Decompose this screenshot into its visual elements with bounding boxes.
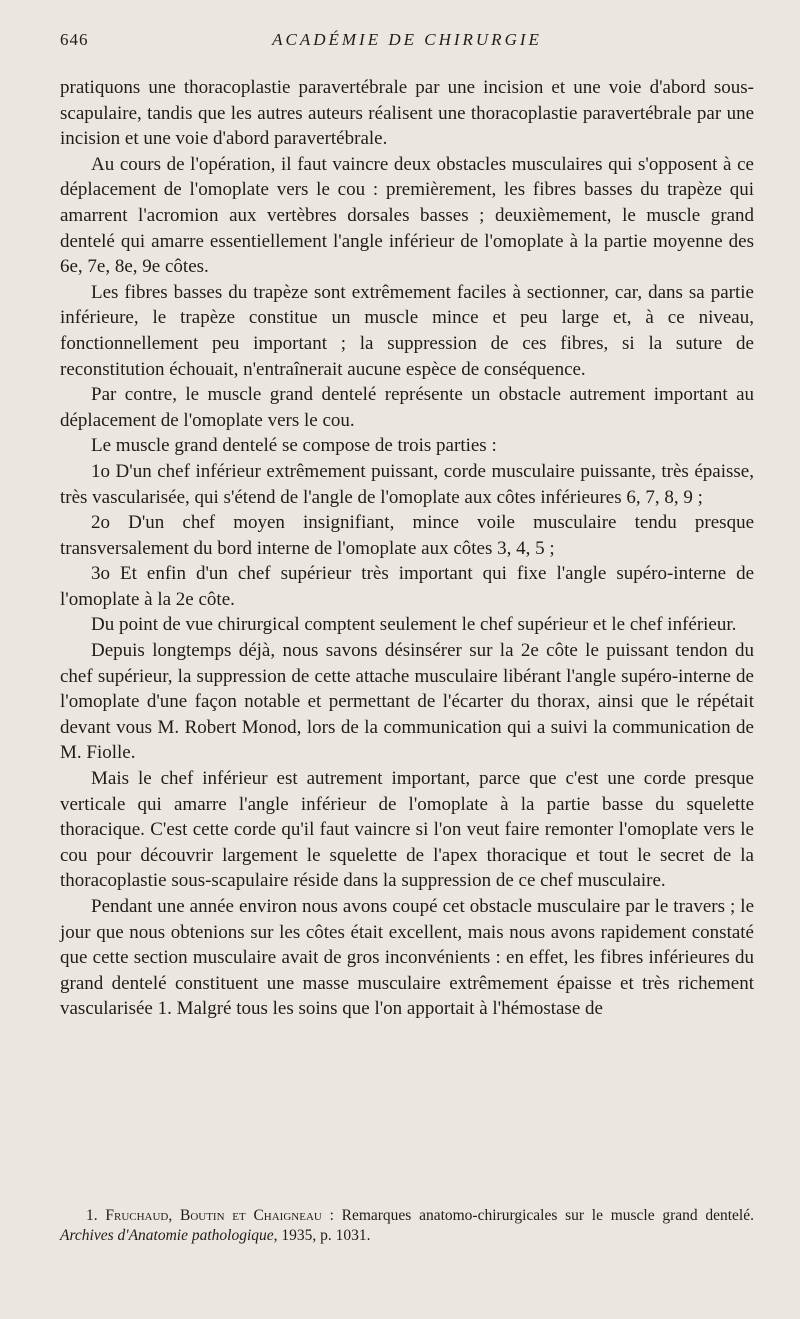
footnote-journal: Archives d'Anatomie pathologique bbox=[60, 1227, 274, 1244]
paragraph: Les fibres basses du trapèze sont extrêmement faciles à sectionner, car, dans sa partie inférieure, le trapèze constitue un muscle mince et peu large et, à ce niveau, fonctionnellement peu important ; la suppression de ces fibres, si la suture de reconstitution échouait, n'entraînerait aucune espèce de conséquence. bbox=[60, 281, 754, 380]
paragraph: pratiquons une thoracoplastie paravertébrale par une incision et une voie d'abord sous-scapulaire, tandis que les autres auteurs réalisent une thoracoplastie paravertébrale par une incision et une voie d'abord paravertébrale. bbox=[60, 77, 754, 150]
paragraph: Du point de vue chirurgical comptent seulement le chef supérieur et le chef inférieur. bbox=[91, 614, 737, 636]
paragraph: Depuis longtemps déjà, nous savons désinsérer sur la 2e côte le puissant tendon du chef supérieur, la suppression de cette attache musculaire libérant l'angle supéro-interne de l'omoplate d'une façon notable et permettant de l'écarter du thorax, ainsi que le répétait devant vous M. Robert Monod, lors de la communication qui a suivi la communication de M. Fiolle. bbox=[60, 640, 754, 764]
paragraph: Par contre, le muscle grand dentelé représente un obstacle autrement important au déplacement de l'omoplate vers le cou. bbox=[60, 384, 754, 431]
running-title: ACADÉMIE DE CHIRURGIE bbox=[272, 30, 542, 49]
paragraph: Pendant une année environ nous avons coupé cet obstacle musculaire par le travers ; le jour que nous obtenions sur les côtes était excellent, mais nous avons rapidement constaté que cette section musculaire avait de gros inconvénients : en effet, les fibres inférieures du grand dentelé constituent une masse musculaire extrêmement épaisse et très richement vascularisée 1. Malgré tous les soins que l'on apportait à l'hémostase de bbox=[60, 896, 754, 1020]
footnote-citation: , 1935, p. 1031. bbox=[273, 1227, 371, 1244]
footnote-authors: Fruchaud, Boutin et Chaigneau bbox=[105, 1207, 322, 1224]
paragraph: Mais le chef inférieur est autrement important, parce que c'est une corde presque verticale qui amarre l'angle inférieur de l'omoplate à la partie basse du squelette thoracique. C'est cette corde qu'il faut vaincre si l'on veut faire remonter l'omoplate vers le cou pour découvrir largement le squelette de l'apex thoracique et tout le secret de la thoracoplastie sous-scapulaire réside dans la suppression de ce chef musculaire. bbox=[60, 768, 754, 892]
list-item: 1o D'un chef inférieur extrêmement puissant, corde musculaire puissante, très épaisse, très vascularisée, qui s'étend de l'angle de l'omoplate aux côtes inférieures 6, 7, 8, 9 ; bbox=[60, 460, 754, 508]
body-text bbox=[60, 75, 754, 1022]
footnote-title: : Remarques anatomo-chirurgicales sur le muscle grand dentelé. bbox=[321, 1207, 754, 1224]
list-item: 2o D'un chef moyen insignifiant, mince voile musculaire tendu presque transversalement du bord interne de l'omoplate aux côtes 3, 4, 5 ; bbox=[60, 512, 754, 559]
footnote-text bbox=[60, 1206, 754, 1246]
list-item: 3o Et enfin d'un chef supérieur très important qui fixe l'angle supéro-interne de l'omoplate à la 2e côte. bbox=[60, 563, 754, 610]
paragraph: Au cours de l'opération, il faut vaincre deux obstacles musculaires qui s'opposent à ce déplacement de l'omoplate vers le cou : premièrement, les fibres basses du trapèze qui amarrent l'acromion aux vertèbres dorsales basses ; deuxièmement, le muscle grand dentelé qui amarre essentiellement l'angle inférieur de l'omoplate à la partie moyenne des 6e, 7e, 8e, 9e côtes. bbox=[60, 153, 754, 278]
paragraph: Le muscle grand dentelé se compose de trois parties : bbox=[91, 435, 497, 457]
page-number: 646 bbox=[60, 30, 89, 49]
footnote-number: 1. bbox=[86, 1207, 98, 1224]
running-head bbox=[60, 30, 754, 54]
footnote bbox=[60, 1206, 754, 1246]
